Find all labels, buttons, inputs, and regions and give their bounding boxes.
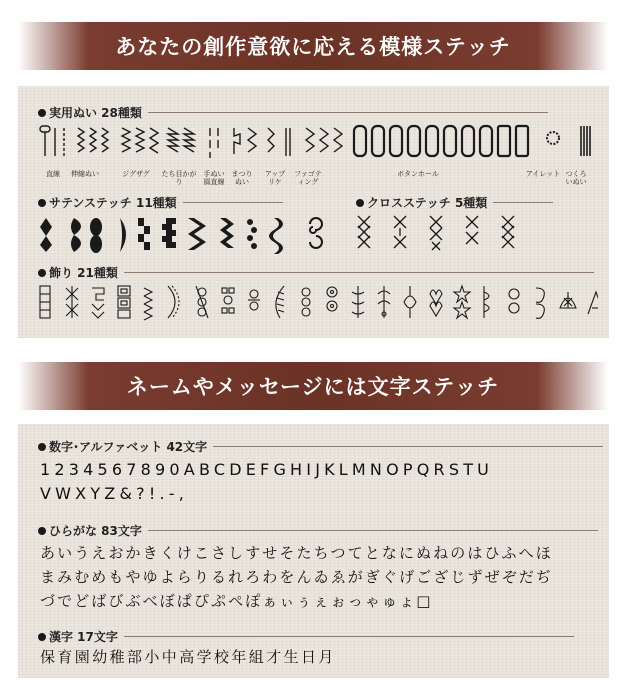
hiragana-line-3: づでどばびぶべぼぱぴぷぺぽぁぃぅぇぉっゃゅょ□: [40, 592, 433, 610]
alnum-line-2: VWXYZ&?!.-,: [40, 484, 188, 503]
alnum-title: 数字･アルファベット 42文字: [49, 440, 208, 454]
banner-character-stitches: [18, 362, 608, 410]
cross-stitches-icon: [356, 214, 526, 254]
stitch-panel: [18, 86, 609, 338]
caption-overcast: たち目かがり: [161, 170, 197, 186]
hiragana-title: ひらがな 83文字: [49, 524, 142, 538]
kanji-title: 漢字 17文字: [49, 630, 118, 644]
decorative-heading: [38, 264, 594, 281]
satin-heading: [38, 194, 283, 211]
caption-darning: つくろいぬい: [565, 170, 587, 186]
divider: [124, 272, 594, 273]
banner-title: ネームやメッセージには文字ステッチ: [126, 374, 500, 399]
bullet-icon: [38, 109, 46, 117]
satin-title: サテンステッチ 11種類: [49, 196, 177, 210]
kanji-line-1: 保育園幼稚部小中高学校年組才生日月: [40, 648, 336, 666]
banner-title: あなたの創作意欲に応える模様ステッチ: [115, 34, 511, 59]
caption-straight: 直線: [46, 170, 60, 178]
divider: [148, 112, 548, 113]
caption-eyelet: アイレット: [525, 170, 561, 178]
banner-pattern-stitches: [18, 22, 608, 70]
character-panel: [18, 424, 609, 678]
bullet-icon: [38, 527, 46, 535]
alnum-line-1: 1234567890ABCDEFGHIJKLMNOPQRSTU: [40, 460, 494, 479]
practical-heading: [38, 104, 548, 121]
decorative-stitch-row: [38, 284, 598, 324]
cross-stitch-row: [356, 214, 526, 254]
cross-heading: [356, 194, 553, 211]
bullet-icon: [38, 269, 46, 277]
decorative-title: 飾り 21種類: [49, 266, 118, 280]
bullet-icon: [38, 633, 46, 641]
bullet-icon: [356, 199, 364, 207]
divider: [148, 530, 598, 531]
decorative-stitches-icon: [38, 284, 598, 324]
divider: [493, 202, 553, 203]
caption-stretch: 伸縮ぬい: [71, 170, 99, 178]
caption-fagoting: ファゴティング: [294, 170, 322, 186]
caption-hand-look: 手ぬい風直線: [203, 170, 225, 186]
divider: [124, 636, 574, 637]
hiragana-line-2: まみむめもやゆよらりるれろわをんゐゑがぎぐげござじずぜぞだぢ: [40, 568, 554, 586]
practical-stitch-row: [38, 124, 598, 164]
caption-blind-hem: まつりぬい: [231, 170, 253, 186]
bullet-icon: [38, 443, 46, 451]
caption-buttonhole: ボタンホール: [397, 170, 439, 178]
hiragana-heading: [38, 522, 598, 539]
caption-zigzag: ジグザグ: [122, 170, 150, 178]
bullet-icon: [38, 199, 46, 207]
alnum-heading: [38, 438, 603, 455]
divider: [183, 202, 283, 203]
practical-stitches-icon: [38, 124, 598, 164]
kanji-heading: [38, 628, 574, 645]
satin-stitches-icon: [38, 214, 338, 254]
satin-stitch-row: [38, 214, 338, 254]
hiragana-line-1: あいうえおかきくけこさしすせそたちつてとなにぬねのはひふへほ: [40, 544, 553, 562]
divider: [213, 446, 603, 447]
caption-applique: アップリケ: [264, 170, 286, 186]
cross-title: クロスステッチ 5種類: [367, 196, 488, 210]
practical-title: 実用ぬい 28種類: [49, 106, 142, 120]
